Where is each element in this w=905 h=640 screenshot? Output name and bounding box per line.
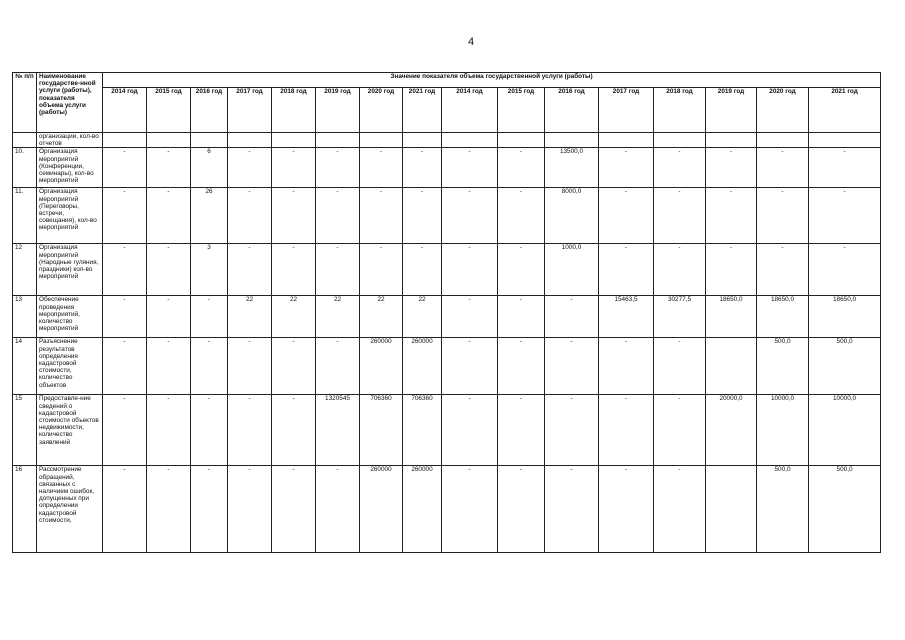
value-cell: - (599, 148, 654, 188)
table-body (13, 133, 881, 553)
row-service-name: Обеспечение проведения мероприятий, количество мероприятий (37, 296, 103, 338)
value-cell (599, 133, 654, 148)
row-service-name: Организация мероприятий (Конференции, семинары), кол-во мероприятий (37, 148, 103, 188)
service-volume-table (12, 72, 881, 553)
row-service-name: организации, кол-во отчетов (37, 133, 103, 148)
value-cell: 22 (316, 296, 360, 338)
table-row (13, 148, 881, 188)
value-cell: - (228, 466, 272, 553)
value-cell: - (316, 338, 360, 395)
value-cell: 10000,0 (809, 395, 881, 466)
row-number (13, 133, 37, 148)
value-cell: 13500,0 (545, 148, 599, 188)
row-service-name: Рассмотрение обращений, связанных с наличием ошибок, допущенных при определении кадастровой стоимости, (37, 466, 103, 553)
value-cell: 10000,0 (757, 395, 809, 466)
value-cell: - (272, 148, 316, 188)
row-service-name: Организация мероприятий (Народные гуляния, праздники) кол-во мероприятий (37, 244, 103, 296)
value-cell: - (272, 395, 316, 466)
value-cell: - (228, 188, 272, 244)
value-cell: - (103, 188, 147, 244)
header-year: 2021 год (809, 88, 881, 133)
value-cell: - (809, 188, 881, 244)
value-cell: 22 (403, 296, 442, 338)
value-cell: - (442, 148, 498, 188)
value-cell: - (103, 244, 147, 296)
row-number: 12 (13, 244, 37, 296)
value-cell: 6 (191, 148, 228, 188)
value-cell: 500,0 (809, 466, 881, 553)
value-cell: 1000,0 (545, 244, 599, 296)
value-cell: - (654, 395, 706, 466)
value-cell (103, 133, 147, 148)
value-cell: - (498, 188, 545, 244)
value-cell: - (147, 244, 191, 296)
value-cell: - (757, 188, 809, 244)
header-indicator-group: Значение показателя объема государственной услуги (работы) (103, 73, 881, 88)
value-cell: - (228, 244, 272, 296)
value-cell: - (599, 395, 654, 466)
value-cell: - (442, 466, 498, 553)
header-service-name: Наименование государстве-нной услуги (работы), показателя объема услуги (работы) (37, 73, 103, 133)
value-cell: 22 (272, 296, 316, 338)
value-cell (706, 133, 757, 148)
value-cell: - (757, 148, 809, 188)
row-number: 16 (13, 466, 37, 553)
value-cell: - (316, 188, 360, 244)
value-cell: - (147, 148, 191, 188)
value-cell (706, 466, 757, 553)
value-cell: 26 (191, 188, 228, 244)
value-cell: - (191, 338, 228, 395)
value-cell: - (498, 296, 545, 338)
row-service-name: Разъяснение результатов определения кадастровой стоимости, количество объектов (37, 338, 103, 395)
value-cell: - (272, 244, 316, 296)
value-cell: - (442, 244, 498, 296)
value-cell: 18650,0 (706, 296, 757, 338)
value-cell: 8000,0 (545, 188, 599, 244)
value-cell: - (272, 188, 316, 244)
header-year: 2019 год (706, 88, 757, 133)
value-cell: - (498, 338, 545, 395)
value-cell: - (360, 188, 403, 244)
value-cell (706, 338, 757, 395)
value-cell: - (316, 148, 360, 188)
value-cell: - (498, 395, 545, 466)
value-cell: 18650,0 (809, 296, 881, 338)
table-row (13, 244, 881, 296)
value-cell (545, 133, 599, 148)
header-year: 2014 год (103, 88, 147, 133)
value-cell: 260000 (403, 338, 442, 395)
value-cell: - (706, 148, 757, 188)
value-cell: - (147, 296, 191, 338)
header-year: 2016 год (191, 88, 228, 133)
value-cell: - (191, 395, 228, 466)
value-cell: - (147, 395, 191, 466)
value-cell: 500,0 (809, 338, 881, 395)
row-number: 13 (13, 296, 37, 338)
table-row (13, 188, 881, 244)
table-row (13, 296, 881, 338)
value-cell: 3 (191, 244, 228, 296)
value-cell: - (403, 188, 442, 244)
value-cell: 18650,0 (757, 296, 809, 338)
row-service-name: Организация мероприятий (Переговоры, встречи, совещания), кол-во мероприятий (37, 188, 103, 244)
value-cell: - (654, 244, 706, 296)
header-year: 2017 год (599, 88, 654, 133)
value-cell (654, 133, 706, 148)
header-year: 2014 год (442, 88, 498, 133)
header-year: 2016 год (545, 88, 599, 133)
value-cell: - (498, 244, 545, 296)
value-cell: - (809, 244, 881, 296)
value-cell: - (599, 188, 654, 244)
value-cell: - (191, 466, 228, 553)
value-cell: - (103, 395, 147, 466)
table-row (13, 338, 881, 395)
value-cell: 706360 (403, 395, 442, 466)
header-year: 2020 год (360, 88, 403, 133)
value-cell (191, 133, 228, 148)
header-year: 2021 год (403, 88, 442, 133)
value-cell: 260000 (360, 466, 403, 553)
value-cell: - (599, 466, 654, 553)
value-cell: 706360 (360, 395, 403, 466)
value-cell: - (545, 338, 599, 395)
header-number: № п/п (13, 73, 37, 133)
value-cell: - (599, 244, 654, 296)
value-cell: - (654, 338, 706, 395)
row-number: 11. (13, 188, 37, 244)
value-cell: - (809, 148, 881, 188)
value-cell: - (706, 188, 757, 244)
value-cell: - (272, 338, 316, 395)
value-cell: - (654, 148, 706, 188)
value-cell: - (360, 244, 403, 296)
value-cell: - (403, 244, 442, 296)
value-cell: 500,0 (757, 466, 809, 553)
header-year: 2017 год (228, 88, 272, 133)
header-year: 2018 год (272, 88, 316, 133)
value-cell: - (706, 244, 757, 296)
value-cell: 22 (228, 296, 272, 338)
value-cell (360, 133, 403, 148)
value-cell: 260000 (360, 338, 403, 395)
value-cell: - (498, 148, 545, 188)
value-cell: - (442, 188, 498, 244)
value-cell: - (545, 395, 599, 466)
value-cell: - (599, 338, 654, 395)
value-cell (228, 133, 272, 148)
value-cell: - (191, 296, 228, 338)
table-row (13, 395, 881, 466)
value-cell: - (103, 338, 147, 395)
value-cell: - (757, 244, 809, 296)
page-number: 4 (468, 36, 475, 48)
value-cell: - (442, 395, 498, 466)
header-year: 2018 год (654, 88, 706, 133)
value-cell: 1320545 (316, 395, 360, 466)
value-cell (498, 133, 545, 148)
value-cell: - (442, 338, 498, 395)
value-cell: - (272, 466, 316, 553)
value-cell (757, 133, 809, 148)
table-row (13, 466, 881, 553)
value-cell: - (103, 296, 147, 338)
row-number: 14 (13, 338, 37, 395)
value-cell: - (498, 466, 545, 553)
value-cell: - (228, 148, 272, 188)
value-cell: - (147, 188, 191, 244)
value-cell: - (147, 338, 191, 395)
value-cell: - (228, 395, 272, 466)
value-cell (316, 133, 360, 148)
value-cell: - (403, 148, 442, 188)
value-cell (272, 133, 316, 148)
header-year: 2019 год (316, 88, 360, 133)
value-cell: - (654, 466, 706, 553)
value-cell: - (316, 244, 360, 296)
header-year: 2015 год (498, 88, 545, 133)
value-cell: 260000 (403, 466, 442, 553)
value-cell: 15463,5 (599, 296, 654, 338)
value-cell: - (545, 296, 599, 338)
value-cell: 30277,5 (654, 296, 706, 338)
value-cell: - (316, 466, 360, 553)
row-service-name: Предоставле-ние сведений о кадастровой стоимости объектов недвижимости, количество заявлений (37, 395, 103, 466)
value-cell: - (228, 338, 272, 395)
header-year: 2015 год (147, 88, 191, 133)
value-cell: 20000,0 (706, 395, 757, 466)
value-cell (403, 133, 442, 148)
value-cell (147, 133, 191, 148)
header-year: 2020 год (757, 88, 809, 133)
value-cell (809, 133, 881, 148)
value-cell: - (147, 466, 191, 553)
value-cell: - (103, 148, 147, 188)
value-cell: - (103, 466, 147, 553)
value-cell: 500,0 (757, 338, 809, 395)
row-number: 15 (13, 395, 37, 466)
value-cell: - (654, 188, 706, 244)
value-cell: 22 (360, 296, 403, 338)
value-cell (442, 133, 498, 148)
value-cell: - (360, 148, 403, 188)
value-cell: - (442, 296, 498, 338)
value-cell: - (545, 466, 599, 553)
table-row (13, 133, 881, 148)
row-number: 10. (13, 148, 37, 188)
